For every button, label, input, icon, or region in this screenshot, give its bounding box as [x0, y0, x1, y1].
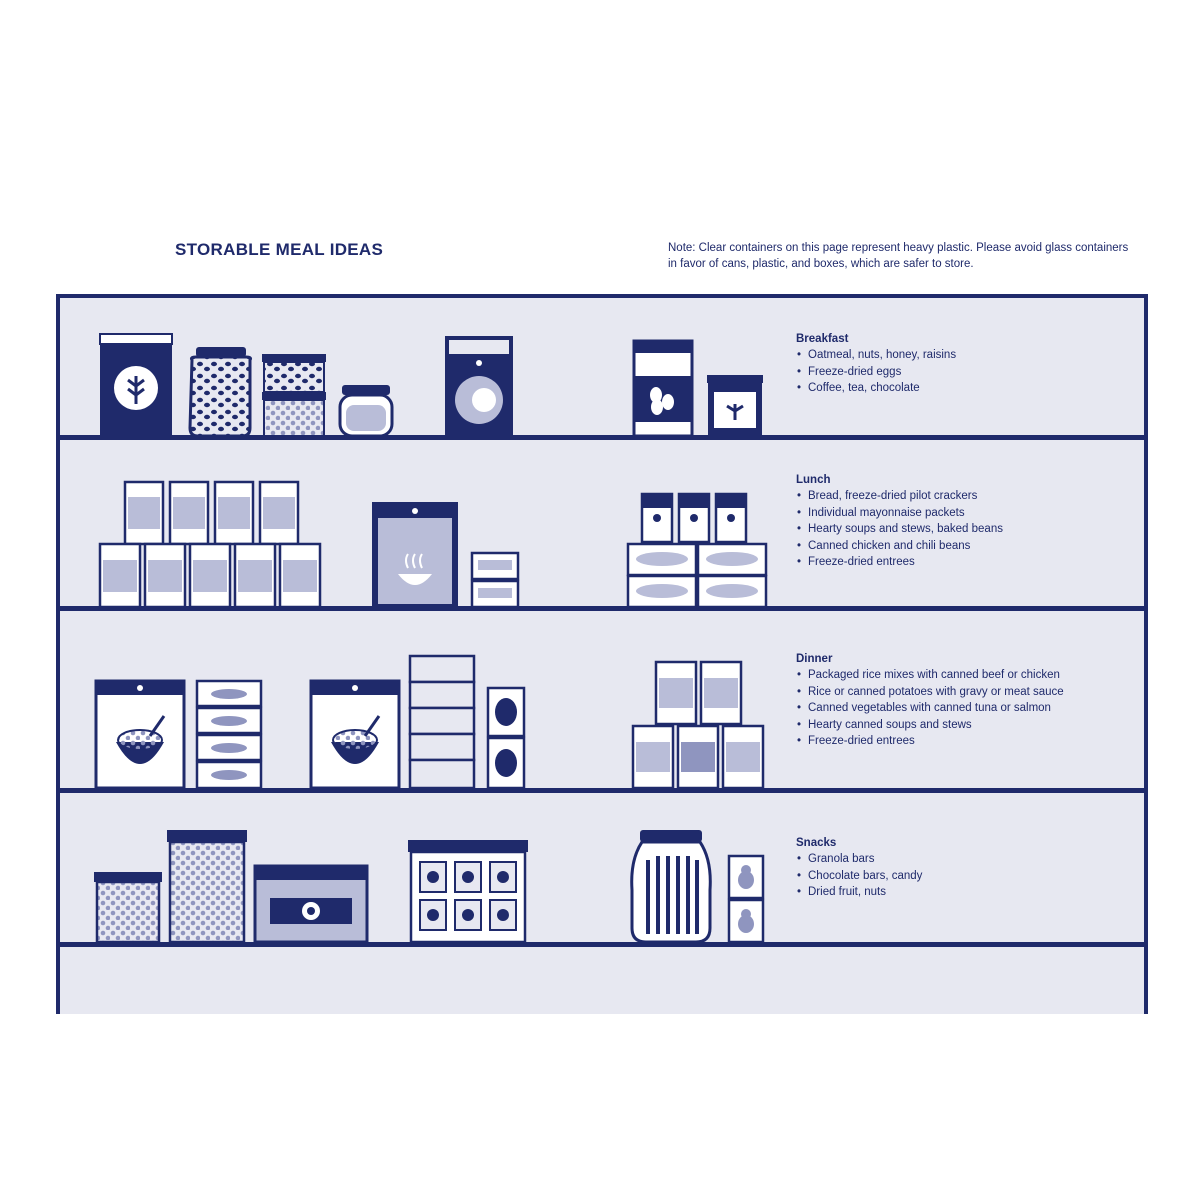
- dried-fruit-box-icon: [408, 840, 528, 942]
- coffee-bag-icon: [634, 341, 692, 436]
- sardine-tins-icon: [197, 681, 261, 788]
- list-item: • Freeze-dried entrees: [808, 554, 1003, 571]
- category-dinner: [796, 653, 1064, 750]
- small-boxes-icon: [472, 553, 518, 607]
- list-item: • Individual mayonnaise packets: [808, 505, 1003, 522]
- grain-canister-icon: [100, 334, 172, 436]
- list-item: • Hearty soups and stews, baked beans: [808, 521, 1003, 538]
- category-title: Dinner: [796, 653, 833, 665]
- bean-jar-icon: [190, 347, 251, 436]
- cracker-boxes-icon: [628, 494, 766, 607]
- list-item: • Bread, freeze-dried pilot crackers: [808, 488, 1003, 505]
- soup-pouch-icon: [372, 502, 458, 607]
- list-item: • Coffee, tea, chocolate: [808, 380, 956, 397]
- pear-box-icon: [729, 856, 763, 942]
- canned-goods-stack-icon: [100, 482, 320, 607]
- category-title: Lunch: [796, 474, 831, 486]
- list-item: • Chocolate bars, candy: [808, 868, 922, 885]
- list-item: • Rice or canned potatoes with gravy or meat sauce: [808, 684, 1064, 701]
- rice-pouch-icon: [311, 681, 399, 788]
- list-item: • Canned vegetables with canned tuna or salmon: [808, 700, 1064, 717]
- list-item: • Packaged rice mixes with canned beef or chicken: [808, 667, 1064, 684]
- list-item: • Granola bars: [808, 851, 922, 868]
- category-breakfast: [796, 333, 956, 397]
- snack-container-icon: [167, 830, 247, 942]
- list-item: • Freeze-dried eggs: [808, 364, 956, 381]
- list-item: • Hearty canned soups and stews: [808, 717, 1064, 734]
- small-jar-icon: [340, 385, 392, 436]
- list-item: • Dried fruit, nuts: [808, 884, 922, 901]
- rice-pouch-icon: [96, 681, 184, 788]
- page-title: STORABLE MEAL IDEAS: [175, 240, 384, 259]
- category-title: Breakfast: [796, 333, 849, 345]
- list-item: • Oatmeal, nuts, honey, raisins: [808, 347, 956, 364]
- stacked-containers-icon: [262, 354, 326, 436]
- category-snacks: [796, 837, 922, 901]
- tea-tin-icon: [707, 375, 763, 436]
- list-item: • Canned chicken and chili beans: [808, 538, 1003, 555]
- storage-note: Note: Clear containers on this page represent heavy plastic. Please avoid glass containers in favor of cans, plastic, and boxes, which are safer to store.: [668, 242, 1129, 270]
- canned-goods-stack-icon: [633, 662, 763, 788]
- granola-bar-box-icon: [255, 866, 367, 942]
- candy-jar-icon: [632, 830, 711, 942]
- category-title: Snacks: [796, 837, 837, 849]
- cereal-bag-icon: [445, 336, 513, 436]
- tall-box-stack-icon: [410, 656, 474, 788]
- snack-container-icon: [94, 872, 162, 942]
- fruit-cans-icon: [488, 688, 524, 788]
- list-item: • Freeze-dried entrees: [808, 733, 1064, 750]
- category-lunch: [796, 474, 1003, 571]
